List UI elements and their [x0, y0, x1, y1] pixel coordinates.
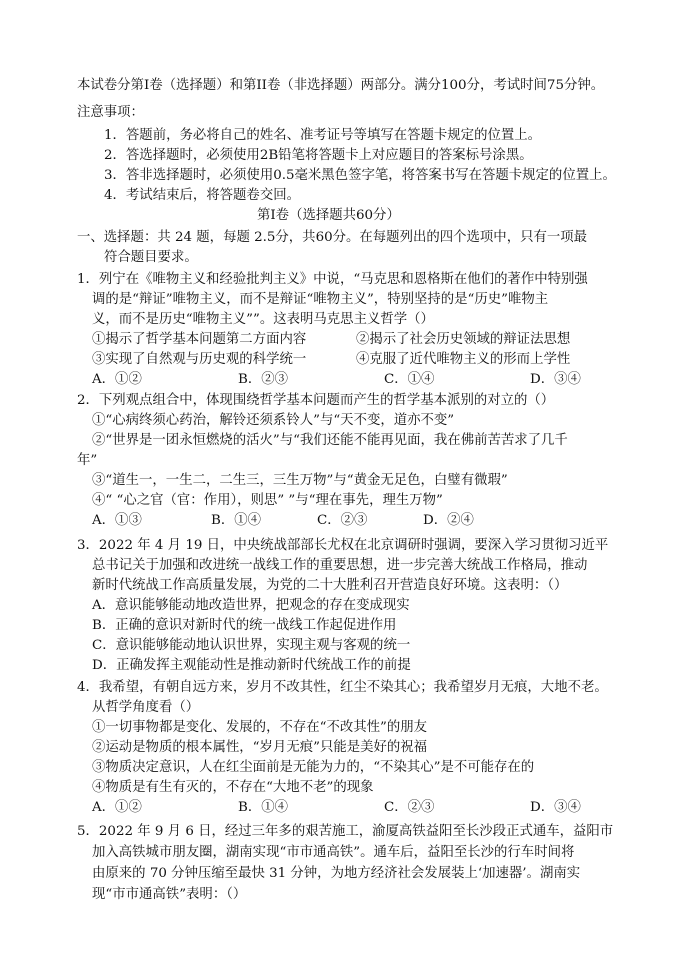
notice-title: 注意事项： — [77, 105, 144, 120]
question-1-option: ④克服了近代唯物主义的形而上学性 — [356, 352, 571, 367]
intro-text: 本试卷分第Ⅰ卷（选择题）和第II卷（非选择题）两部分。满分100分，考试时间75分钟。 — [77, 78, 605, 93]
question-4-option: ①一切事物都是变化、发展的，不存在“不改其性”的朋友 — [92, 720, 428, 735]
question-5-stem: 5．2022 年 9 月 6 日，经过三年多的艰苦施工，渝厦高铁益阳至长沙段正式通车，益阳市 — [77, 824, 614, 839]
question-3-option: B．正确的意识对新时代的统一战线工作起促进作用 — [92, 618, 397, 633]
question-2-answer: D．②④ — [423, 513, 474, 528]
notice-item: 2．答选择题时，必须使用2B铅笔将答题卡上对应题目的答案标号涂黑。 — [104, 148, 533, 163]
question-3-stem: 3．2022 年 4 月 19 日，中央统战部部长尤权在北京调研时强调，要深入学习贯彻习近平 — [77, 538, 609, 553]
question-1-answer: A．①② — [92, 372, 142, 387]
question-4-stem: 从哲学角度看（） — [92, 700, 200, 715]
question-4-stem: 4．我希望，有朝自远方来，岁月不改其性，红尘不染其心；我希望岁月无痕，大地不老。 — [77, 680, 608, 695]
notice-item: 3．答非选择题时，必须使用0.5毫米黑色签字笔，将答案书写在答题卡规定的位置上。 — [104, 168, 616, 183]
question-2-option: ④“ “心之官（官：作用），则思” ”与“理在事先，理生万物” — [92, 493, 443, 508]
section-title: 第Ⅰ卷（选择题共60分） — [257, 208, 400, 223]
question-3-option: D．正确发挥主观能动性是推动新时代统战工作的前提 — [92, 658, 411, 673]
question-2-answer: B．①④ — [211, 513, 262, 528]
question-5-stem: 由原来的 70 分钟压缩至最快 31 分钟，为地方经济社会发展装上‘加速器’。湖南实 — [92, 866, 581, 881]
question-4-answer: C．②③ — [384, 800, 435, 815]
question-4-answer: D．③④ — [530, 800, 581, 815]
question-1-answer: D．③④ — [530, 372, 581, 387]
question-3-stem: 新时代统战工作高质量发展，为党的二十大胜利召开营造良好环境。这表明：（） — [92, 578, 568, 593]
question-2-option: 年” — [77, 453, 98, 468]
question-5-stem: 加入高铁城市朋友圈，湖南实现“市市通高铁”。通车后，益阳至长沙的行车时间将 — [92, 845, 575, 860]
question-3-stem: 总书记关于加强和改进统一战线工作的重要思想，进一步完善大统战工作格局，推动 — [92, 558, 588, 573]
question-3-option: A．意识能够能动地改造世界，把观念的存在变成现实 — [92, 598, 410, 613]
question-1-answer: B．②③ — [238, 372, 289, 387]
notice-item: 4．考试结束后，将答题卷交回。 — [104, 188, 300, 203]
question-3-option: C．意识能够能动地认识世界，实现主观与客观的统一 — [92, 638, 411, 653]
question-1-option: ①揭示了哲学基本问题第二方面内容 — [92, 332, 307, 347]
notice-item: 1．答题前，务必将自己的姓名、准考证号等填写在答题卡规定的位置上。 — [104, 128, 542, 143]
question-4-option: ④物质是有生有灭的，不存在“大地不老”的现象 — [92, 780, 374, 795]
question-2-stem: 2．下列观点组合中，体现围绕哲学基本问题而产生的哲学基本派别的对立的（） — [77, 393, 555, 408]
question-4-option: ②运动是物质的根本属性，“岁月无痕”只能是美好的祝福 — [92, 740, 428, 755]
question-4-answer: B．①④ — [238, 800, 289, 815]
question-1-stem: 调的是“辩证”唯物主义，而不是辩证“唯物主义”，特别坚持的是“历史”唯物主 — [92, 292, 549, 307]
question-2-answer: C．②③ — [317, 513, 368, 528]
question-1-option: ③实现了自然观与历史观的科学统一 — [92, 352, 307, 367]
question-4-answer: A．①② — [92, 800, 142, 815]
question-2-option: ③“道生一，一生二，二生三，三生万物”与“黄金无足色，白璧有微瑕” — [92, 473, 508, 488]
question-2-answer: A．①③ — [92, 513, 142, 528]
question-4-option: ③物质决定意识，人在红尘面前是无能为力的，“不染其心”是不可能存在的 — [92, 760, 535, 775]
question-2-option: ②“世界是一团永恒燃烧的活火”与“我们还能不能再见面，我在佛前苦苦求了几千 — [92, 433, 568, 448]
question-1-answer: C．①④ — [384, 372, 435, 387]
part-title: 一、选择题：共 24 题，每题 2.5分，共60分。在每题列出的四个选项中，只有一项最 — [77, 230, 588, 245]
part-title: 符合题目要求。 — [104, 250, 198, 265]
question-2-option: ①“心病终须心药治，解铃还须系铃人”与“天不变，道亦不变” — [92, 413, 455, 428]
question-1-option: ②揭示了社会历史领域的辩证法思想 — [356, 332, 571, 347]
question-1-stem: 义，而不是历史“唯物主义””。这表明马克思主义哲学（） — [92, 312, 434, 327]
question-1-stem: 1．列宁在《唯物主义和经验批判主义》中说，“马克思和恩格斯在他们的著作中特别强 — [77, 272, 588, 287]
question-5-stem: 现“市市通高铁”表明：（） — [92, 887, 247, 902]
